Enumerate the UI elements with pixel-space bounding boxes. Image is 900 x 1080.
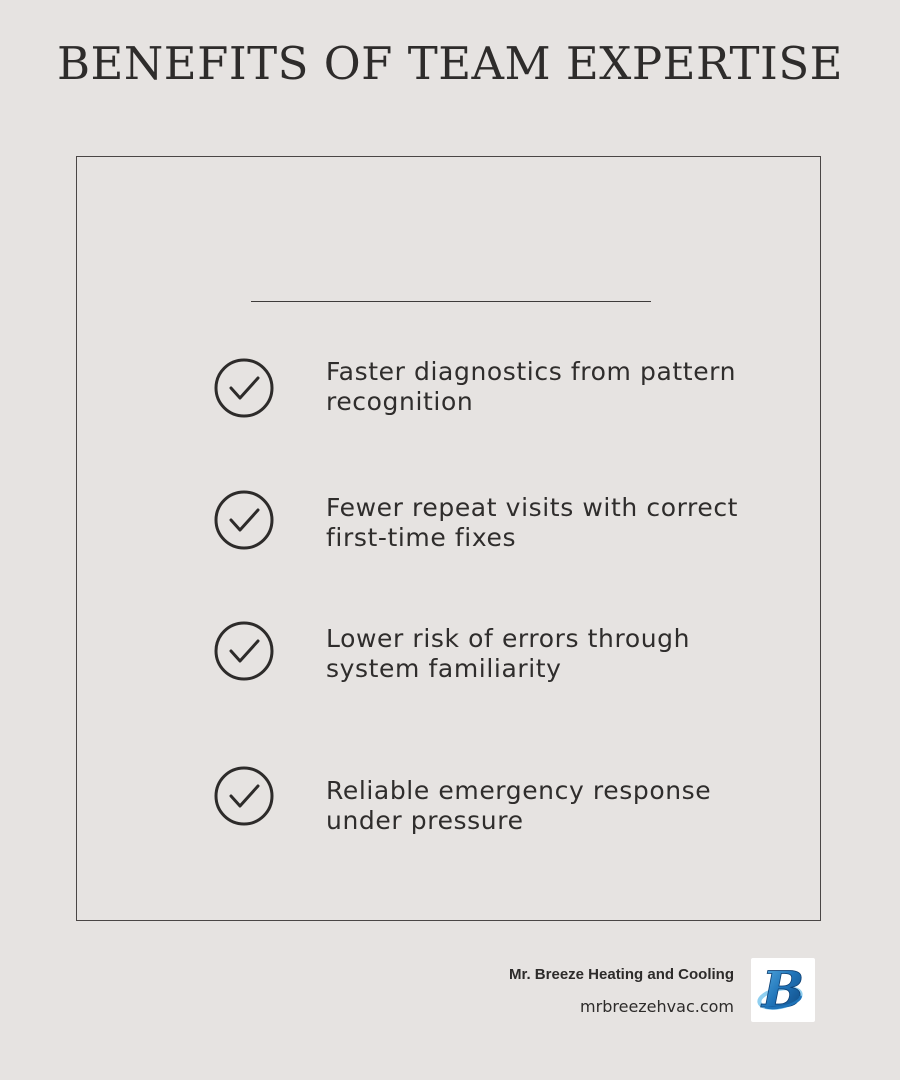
- website-link[interactable]: mrbreezehvac.com: [580, 997, 734, 1016]
- check-circle-icon: [213, 489, 275, 551]
- benefit-text: Lower risk of errors through system familiarity: [326, 624, 691, 683]
- benefit-text: Fewer repeat visits with correct first-time fixes: [326, 493, 739, 552]
- check-circle-icon: [213, 357, 275, 419]
- benefits-panel: [76, 156, 821, 921]
- check-circle-icon: [213, 620, 275, 682]
- company-logo: [751, 958, 815, 1022]
- footer: [509, 964, 734, 1018]
- page-title: BENEFITS OF TEAM EXPERTISE: [56, 37, 844, 90]
- svg-text:B: B: [761, 960, 805, 1019]
- logo-icon: [751, 958, 815, 1022]
- divider-line: [251, 301, 651, 302]
- benefit-text: Reliable emergency response under pressure: [326, 776, 712, 835]
- benefit-text: Faster diagnostics from pattern recognition: [326, 357, 737, 416]
- check-circle-icon: [213, 765, 275, 827]
- company-name: Mr. Breeze Heating and Cooling: [508, 966, 734, 983]
